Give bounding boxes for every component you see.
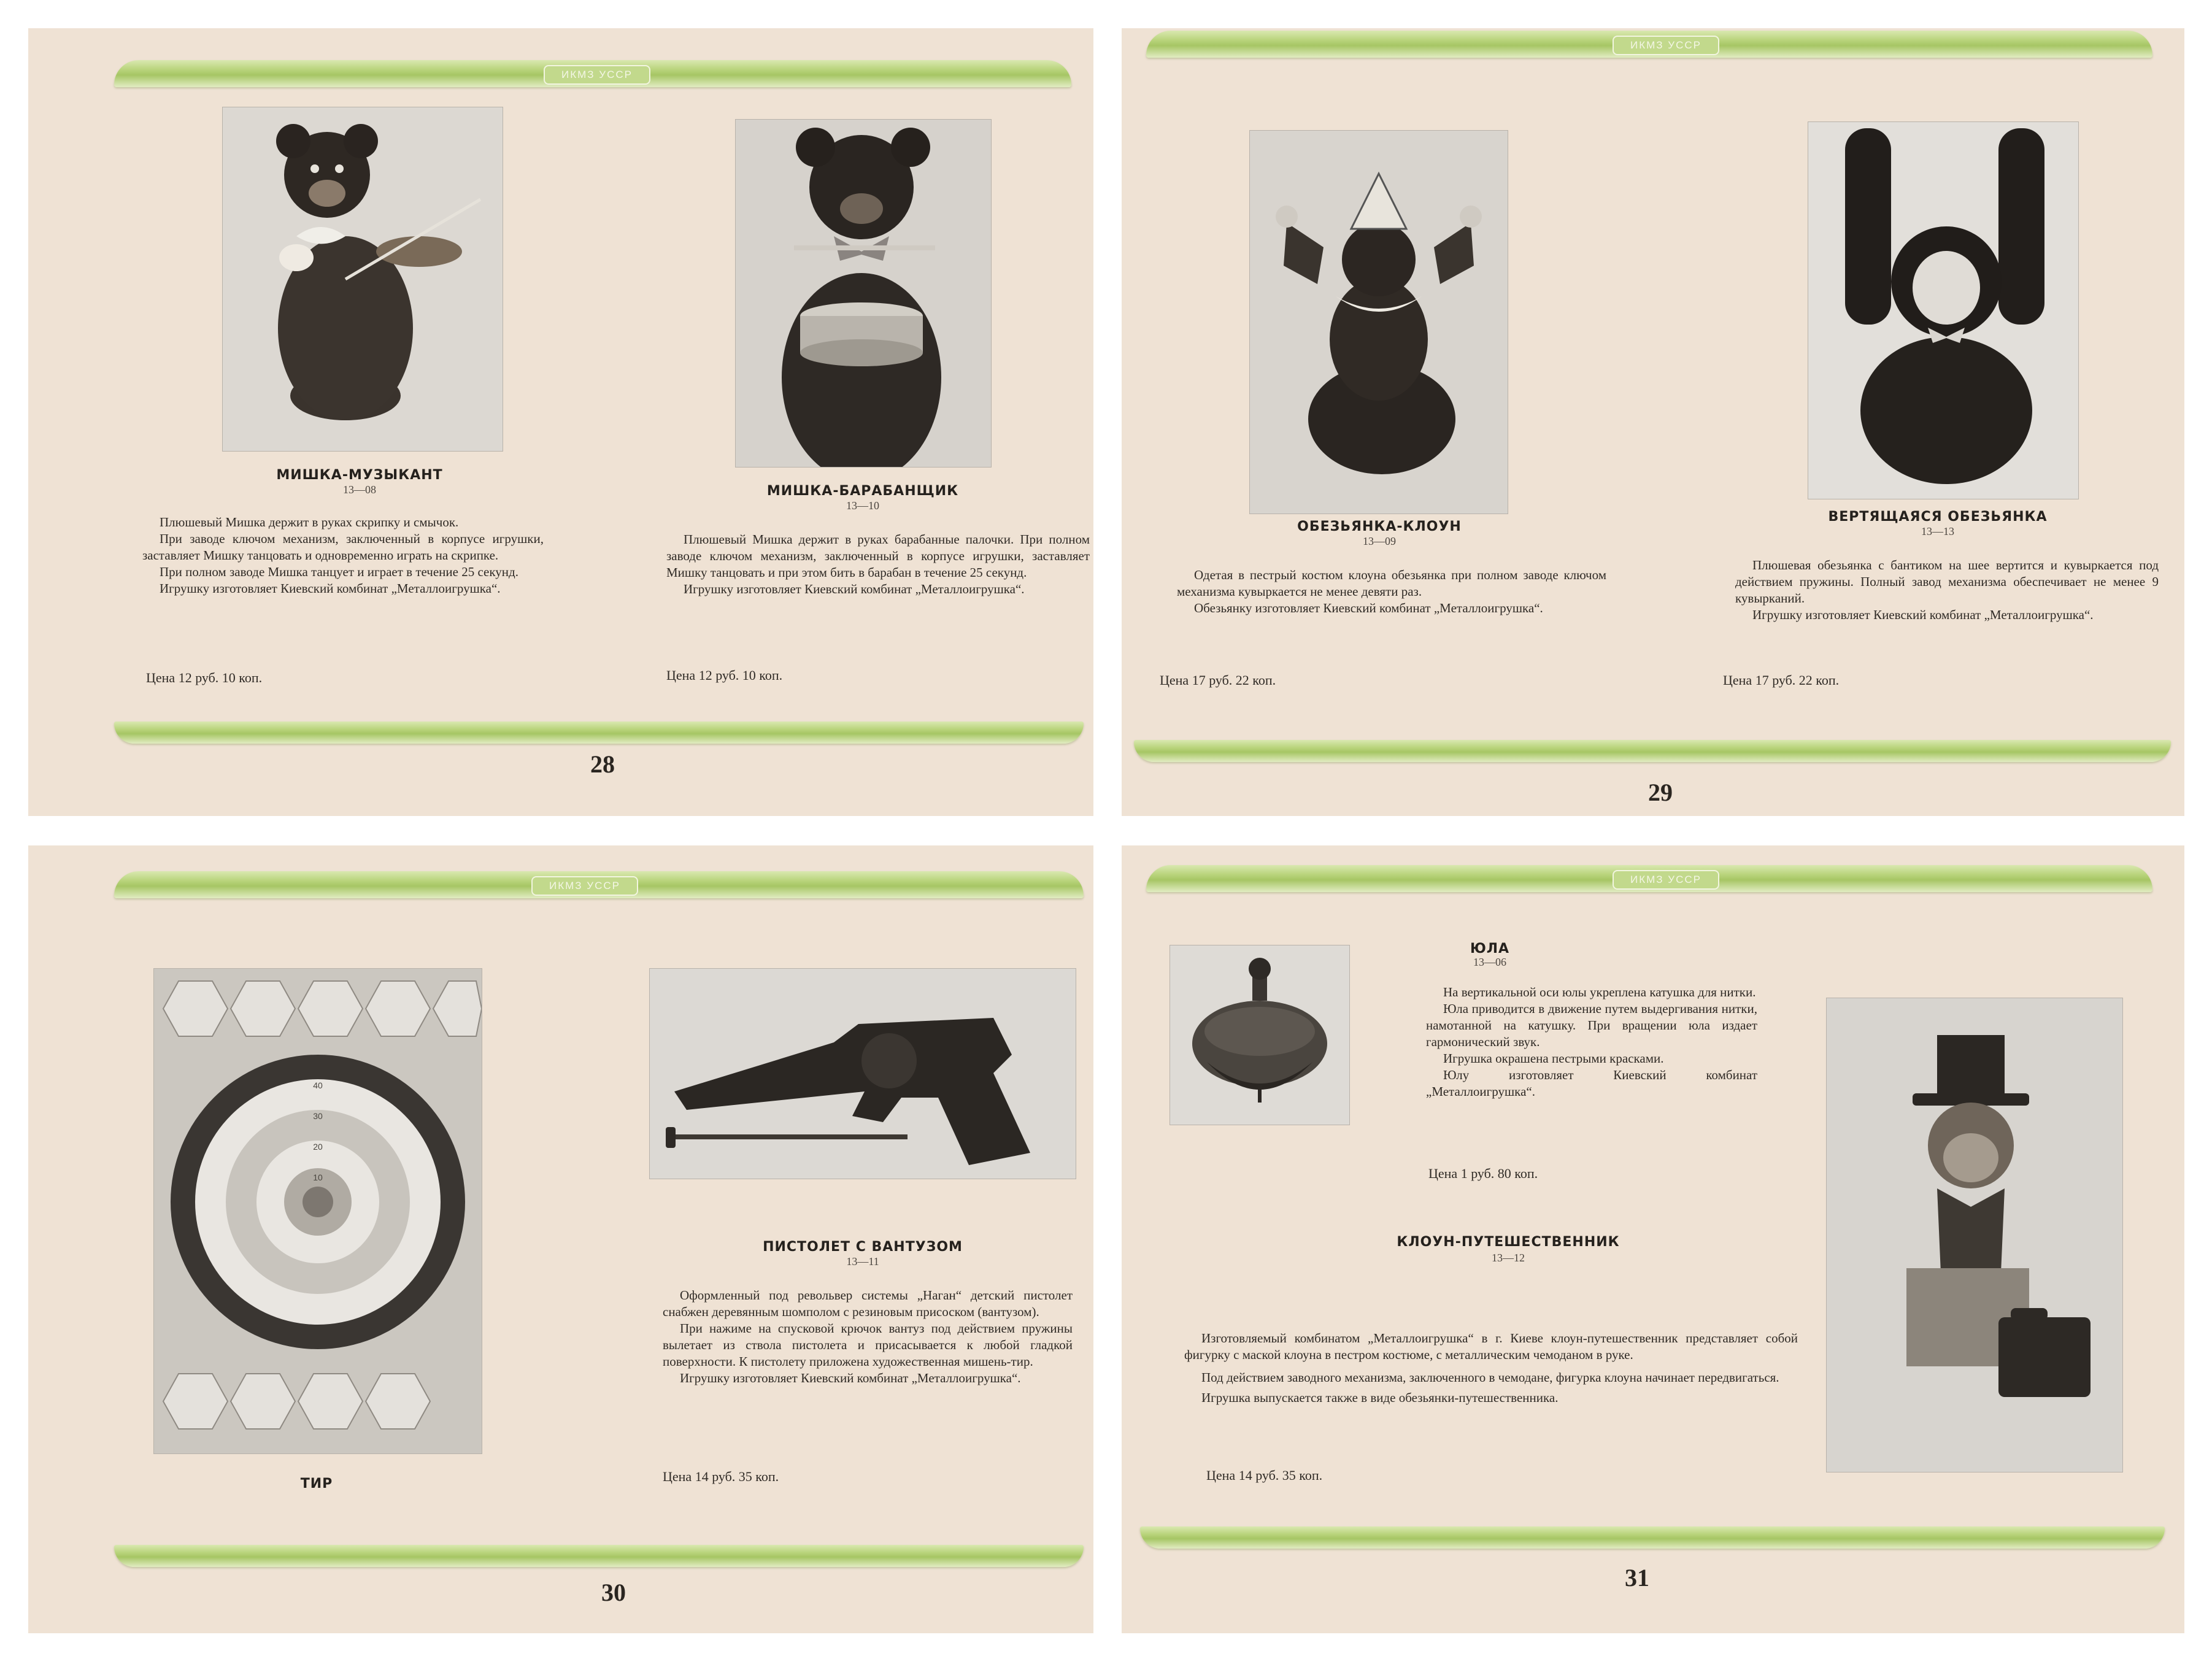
bottom-green-band: [1140, 1526, 2165, 1549]
title-spinning-top: ЮЛА: [1470, 941, 1510, 957]
desc-paragraph: Оформленный под револьвер системы „Наган“ детский пистолет снабжен деревянным шомполом с резиновым присоском (вантузом).: [663, 1288, 1073, 1319]
page-number: 28: [590, 750, 615, 778]
title-bear-violinist: МИШКА-МУЗЫКАНТ: [276, 468, 443, 483]
title-monkey-clown: ОБЕЗЬЯНКА-КЛОУН: [1297, 519, 1462, 534]
title-shooting-target: ТИР: [300, 1476, 333, 1492]
catalog-page-29: [1122, 28, 2184, 816]
code-suction-pistol: 13—11: [846, 1255, 879, 1268]
ring-label: 40: [313, 1080, 323, 1090]
title-suction-pistol: ПИСТОЛЕТ С ВАНТУЗОМ: [763, 1239, 963, 1255]
header-stamp: ИКМЗ УССР: [544, 65, 650, 85]
price-spinning-top: Цена 1 руб. 80 коп.: [1428, 1166, 1538, 1181]
spinning-top-photo: [1170, 945, 1350, 1125]
price-bear-drummer: Цена 12 руб. 10 коп.: [666, 668, 783, 683]
code-bear-violinist: 13—08: [343, 483, 376, 496]
desc-traveling-clown: [1184, 1330, 1798, 1406]
price-traveling-clown: Цена 14 руб. 35 коп.: [1206, 1468, 1323, 1483]
bear-drummer-photo: [735, 119, 992, 468]
suction-pistol-illustration: [650, 969, 1076, 1179]
desc-paragraph: При нажиме на спусковой крючок вантуз под действием пружины вылетает из ствола пистолета и присасывается к любой гладкой поверхности. К пистолету приложена художественная мишень-тир.: [663, 1321, 1073, 1369]
desc-paragraph: Игрушку изготовляет Киевский комбинат „Металлоигрушка“.: [684, 582, 1025, 596]
desc-paragraph: Игрушку изготовляет Киевский комбинат „Металлоигрушка“.: [160, 581, 501, 596]
desc-paragraph: При заводе ключом механизм, заключенный в корпусе игрушки, заставляет Мишку танцовать и одновременно играть на скрипке.: [142, 531, 544, 563]
ring-label: 10: [313, 1172, 323, 1182]
page-number: 30: [601, 1579, 626, 1606]
title-traveling-clown: КЛОУН-ПУТЕШЕСТВЕННИК: [1397, 1234, 1620, 1250]
desc-paragraph: Под действием заводного механизма, заключенного в чемодане, фигурка клоуна начинает передвигаться.: [1201, 1370, 1779, 1385]
bottom-green-band: [114, 1545, 1084, 1567]
header-stamp: ИКМЗ УССР: [531, 876, 638, 896]
bear-violinist-illustration: [223, 107, 503, 451]
desc-bear-violinist: [142, 514, 544, 597]
suction-pistol-photo: [649, 968, 1076, 1179]
shooting-target-photo: [153, 968, 482, 1454]
traveling-clown-illustration: [1827, 998, 2122, 1472]
code-monkey-clown: 13—09: [1363, 535, 1396, 547]
title-bear-drummer: МИШКА-БАРАБАНЩИК: [766, 483, 959, 499]
desc-paragraph: Игрушка окрашена пестрыми красками.: [1443, 1051, 1664, 1066]
desc-paragraph: Плюшевый Мишка держит в руках скрипку и смычок.: [160, 515, 459, 529]
desc-paragraph: Плюшевая обезьянка с бантиком на шее вертится и кувыркается под действием пружины. Полный завод механизма обеспечивает не менее 9 кувырканий.: [1735, 558, 2159, 606]
desc-suction-pistol: [663, 1287, 1073, 1387]
traveling-clown-photo: [1826, 998, 2123, 1472]
desc-spinning-monkey: [1735, 557, 2159, 623]
code-spinning-monkey: 13—13: [1921, 525, 1954, 537]
code-bear-drummer: 13—10: [846, 499, 879, 512]
bottom-green-band: [1134, 740, 2171, 762]
desc-paragraph: При полном заводе Мишка танцует и играет в течение 25 секунд.: [160, 564, 518, 579]
shooting-target-illustration: [154, 969, 482, 1453]
desc-paragraph: Одетая в пестрый костюм клоуна обезьянка при полном заводе ключом механизма кувыркается не менее девяти раз.: [1177, 568, 1606, 599]
top-green-band: [114, 60, 1071, 87]
page-number: 31: [1625, 1564, 1649, 1592]
code-traveling-clown: 13—12: [1492, 1252, 1525, 1264]
desc-paragraph: Игрушку изготовляет Киевский комбинат „Металлоигрушка“.: [1752, 607, 2094, 622]
ring-label: 30: [313, 1111, 323, 1121]
header-stamp: ИКМЗ УССР: [1613, 870, 1719, 890]
price-suction-pistol: Цена 14 руб. 35 коп.: [663, 1469, 779, 1484]
catalog-page-28: [28, 28, 1093, 816]
bear-violinist-photo: [222, 107, 503, 452]
top-green-band: [1146, 865, 2152, 892]
ring-label: 20: [313, 1142, 323, 1152]
desc-paragraph: Плюшевый Мишка держит в руках барабанные палочки. При полном заводе ключом механизм, заключенный в корпусе игрушки, заставляет Мишку танцовать и при этом бить в барабан в течение 25 секунд.: [666, 532, 1090, 580]
price-spinning-monkey: Цена 17 руб. 22 коп.: [1723, 672, 1840, 688]
price-bear-violinist: Цена 12 руб. 10 коп.: [146, 670, 263, 685]
bottom-green-band: [114, 722, 1084, 744]
code-spinning-top: 13—06: [1473, 956, 1506, 968]
catalog-page-31: [1122, 845, 2184, 1633]
title-spinning-monkey: ВЕРТЯЩАЯСЯ ОБЕЗЬЯНКА: [1828, 509, 2048, 525]
spinning-monkey-photo: [1808, 121, 2079, 499]
catalog-page-30: [28, 845, 1093, 1633]
desc-spinning-top: [1426, 984, 1757, 1100]
price-monkey-clown: Цена 17 руб. 22 коп.: [1160, 672, 1276, 688]
spinning-top-illustration: [1170, 945, 1349, 1125]
monkey-clown-photo: [1249, 130, 1508, 514]
desc-paragraph: Юла приводится в движение путем выдергивания нитки, намотанной на катушку. При вращении юла издает гармонический звук.: [1426, 1001, 1757, 1049]
top-green-band: [1146, 31, 2152, 58]
bear-drummer-illustration: [736, 120, 991, 467]
desc-paragraph: Юлу изготовляет Киевский комбинат „Металлоигрушка“.: [1426, 1068, 1757, 1099]
monkey-clown-illustration: [1250, 131, 1508, 514]
spinning-monkey-illustration: [1808, 122, 2078, 499]
desc-bear-drummer: [666, 531, 1090, 598]
desc-paragraph: На вертикальной оси юлы укреплена катушка для нитки.: [1443, 985, 1756, 999]
desc-paragraph: Обезьянку изготовляет Киевский комбинат „Металлоигрушка“.: [1194, 601, 1543, 615]
header-stamp: ИКМЗ УССР: [1613, 36, 1719, 55]
desc-paragraph: Игрушку изготовляет Киевский комбинат „Металлоигрушка“.: [680, 1371, 1021, 1385]
top-green-band: [114, 871, 1084, 898]
desc-paragraph: Изготовляемый комбинатом „Металлоигрушка“ в г. Киеве клоун-путешественник представляет собой фигурку с маской клоуна в пестром костюме, с металлическим чемоданом в руке.: [1184, 1331, 1798, 1362]
desc-monkey-clown: [1177, 567, 1606, 617]
desc-paragraph: Игрушка выпускается также в виде обезьянки-путешественника.: [1201, 1390, 1559, 1405]
page-number: 29: [1648, 779, 1673, 806]
